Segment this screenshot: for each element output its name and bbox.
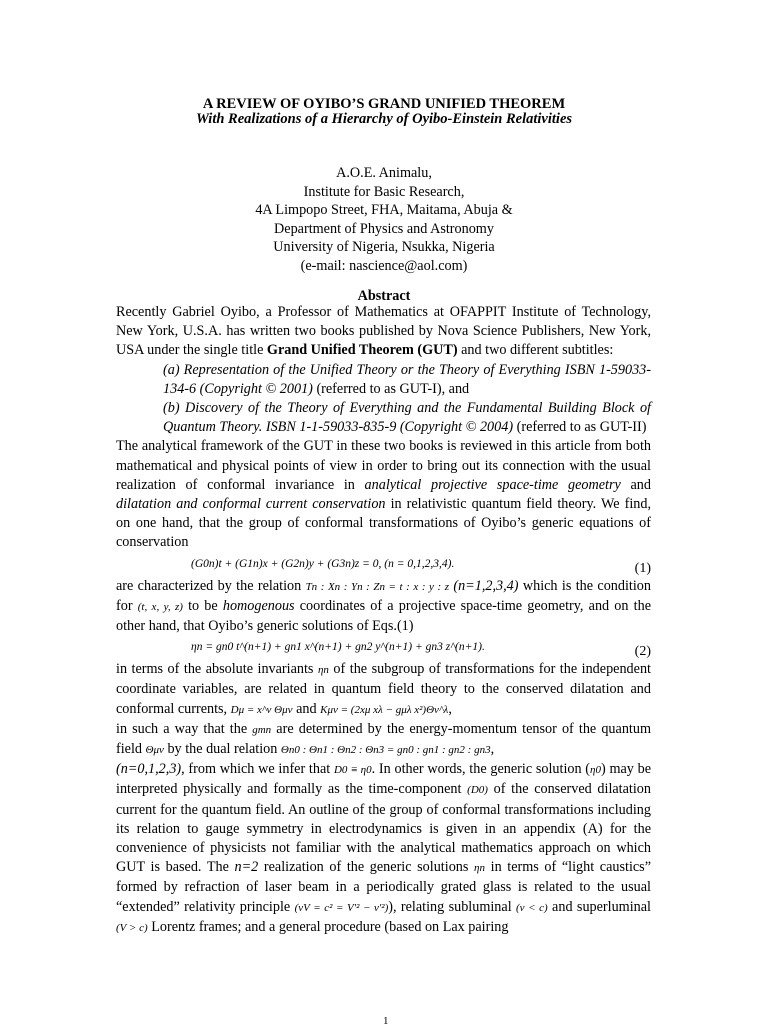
author-block — [0, 164, 768, 276]
list-item-b: (b) Discovery of the Theory of Everything and the Fundamental Building Block of Quantum Theory. ISBN 1-1-59033-835-9 (Copyright © 2004) (referred to as GUT-II) — [163, 400, 651, 436]
author-line: 4A Limpopo Street, FHA, Maitama, Abuja & — [255, 202, 513, 219]
author-line: A.O.E. Animalu, — [336, 165, 432, 181]
paragraph: in such a way that the gmn are determined by the energy-momentum tensor of the quantum field Θμν by the dual relation Θn0 : Θn1 : Θn2 : Θn3 = gn0 : gn1 : gn2 : gn3, — [116, 720, 651, 758]
equation-1-number: (1) — [634, 560, 651, 576]
author-email: (e-mail: nascience@aol.com) — [300, 257, 468, 274]
paragraph: The analytical framework of the GUT in these two books is reviewed in this article from both mathematical and physical points of view in order to bring out its connection with the usual realization of conformal invariance in analytical projective space-time geometry and dilatation and conformal current conservation in relativistic quantum field theory. We find, on one hand, that the group of conformal transformations of Oyibo’s generic equations of conservation — [116, 438, 651, 551]
author-line: Institute for Basic Research, — [303, 183, 465, 200]
list-item-a: (a) Representation of the Unified Theory or the Theory of Everything ISBN 1-59033-134-6 (Copyright © 2001) (referred to as GUT-I), and — [163, 361, 651, 397]
equation-2-formula: ηn = gn0 t^(n+1) + gn1 x^(n+1) + gn2 y^(n+1) + gn3 z^(n+1). — [191, 641, 485, 654]
abstract-heading: Abstract — [357, 288, 411, 304]
author-line: University of Nigeria, Nsukka, Nigeria — [273, 239, 495, 256]
paper-title: A REVIEW OF OYIBO’S GRAND UNIFIED THEOREM — [202, 96, 566, 112]
paper-subtitle: With Realizations of a Hierarchy of Oyibo-Einstein Relativities — [195, 111, 573, 127]
paragraph: Recently Gabriel Oyibo, a Professor of Mathematics at OFAPPIT Institute of Technology, New York, U.S.A. has written two books published by Nova Science Publishers, New York, USA under the single title Grand Unified Theorem (GUT) and two different subtitles: — [116, 304, 651, 359]
paragraph: are characterized by the relation Tn : Xn : Yn : Zn = t : x : y : z (n=1,2,3,4) which is the condition for (t, x, y, z) to be homogenous coordinates of a projective space-time geometry, and on the other hand, that Oyibo’s generic solutions of Eqs.(1) — [116, 577, 651, 635]
paragraph: (n=0,1,2,3), from which we infer that D0 ≡ η0. In other words, the generic solution (η0) may be interpreted physically and formally as the time-component (D0) of the conserved dilatation current for the quantum field. An outline of the group of conformal transformations including its relation to gauge symmetry in electrodynamics is given in an appendix (A) for the convenience of physicists not familiar with the analytical mathematics approach on which GUT is based. The n=2 realization of the generic solutions ηn in terms of “light caustics” formed by refraction of laser beam in a periodically grated glass is related to the usual “extended” relativity principle (vV = c² = V′² − v′²)), relating subluminal (v < c) and superluminal (V > c) Lorentz frames; and a general procedure (based on Lax pairing — [116, 761, 652, 935]
author-line: Department of Physics and Astronomy — [274, 220, 494, 237]
equation-2 — [116, 636, 651, 660]
equation-2-number: (2) — [634, 644, 651, 660]
equation-1 — [116, 553, 651, 577]
equation-1-formula: (G0n)t + (G1n)x + (G2n)y + (G3n)z = 0, (n = 0,1,2,3,4). — [191, 557, 455, 570]
page-number: 1 — [383, 1015, 389, 1027]
paragraph: in terms of the absolute invariants ηn of the subgroup of transformations for the independent coordinate variables, are related in quantum field theory to the conserved dilatation and conformal currents, Dμ = x^ν Θμν and Kμν = (2xμ xλ − gμλ x²)Θν^λ, — [116, 661, 651, 717]
abstract-body — [116, 303, 651, 938]
